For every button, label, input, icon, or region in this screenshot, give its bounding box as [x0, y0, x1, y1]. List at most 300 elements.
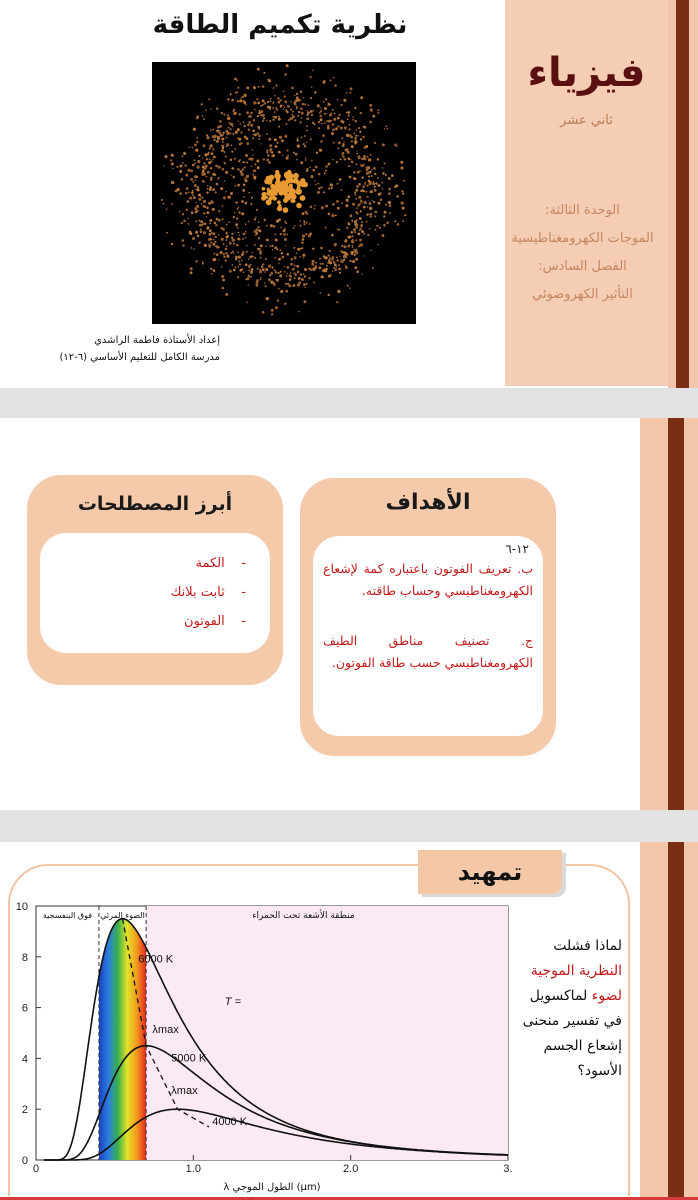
particle-dot	[188, 192, 190, 194]
particle-dot	[237, 168, 240, 171]
particle-dot	[382, 143, 385, 146]
particle-dot	[311, 86, 313, 88]
particle-dot	[279, 249, 281, 251]
particle-dot	[255, 217, 256, 218]
particle-dot	[202, 115, 204, 117]
particle-dot	[163, 203, 165, 205]
particle-dot	[201, 203, 203, 205]
particle-dot	[369, 213, 372, 216]
particle-dot	[321, 110, 323, 112]
particle-dot	[296, 265, 299, 268]
particle-dot	[232, 111, 234, 113]
particle-dot	[297, 145, 300, 148]
particle-dot	[357, 233, 360, 236]
particle-dot	[397, 223, 400, 226]
particle-dot	[271, 313, 273, 315]
particle-dot	[305, 211, 308, 214]
particle-dot	[171, 154, 174, 157]
particle-dot	[353, 229, 355, 231]
particle-dot	[256, 280, 259, 283]
particle-dot	[270, 245, 272, 247]
particle-dot	[257, 68, 260, 71]
particle-dot	[378, 202, 381, 205]
particle-dot	[293, 152, 295, 154]
particle-dot	[219, 130, 220, 131]
particle-dot	[222, 147, 224, 149]
particle-dot	[294, 256, 297, 259]
particle-dot	[196, 141, 198, 143]
particle-dot	[245, 203, 247, 205]
particle-dot	[199, 224, 202, 227]
particle-dot	[361, 190, 363, 192]
particle-dot	[283, 207, 289, 213]
particle-dot	[284, 271, 286, 273]
particle-dot	[258, 229, 261, 232]
particle-dot	[235, 223, 238, 226]
particle-dot	[268, 138, 271, 141]
particle-dot	[360, 96, 363, 99]
particle-dot	[210, 179, 212, 181]
particle-dot	[256, 160, 259, 163]
particle-dot	[330, 79, 332, 81]
particle-dot	[403, 180, 405, 182]
particle-dot	[246, 87, 249, 90]
particle-dot	[187, 218, 189, 220]
particle-dot	[319, 112, 321, 114]
series-label: 4000 K	[212, 1116, 248, 1129]
particle-dot	[184, 164, 186, 166]
particle-dot	[280, 227, 282, 229]
particle-dot	[337, 259, 339, 261]
particle-dot	[194, 179, 196, 181]
particle-dot	[266, 239, 269, 242]
particle-dot	[308, 277, 310, 279]
particle-dot	[283, 108, 285, 110]
particle-dot	[246, 278, 249, 281]
particle-dot	[166, 232, 168, 234]
particle-dot	[374, 215, 376, 217]
objective-c: ج. تصنيف مناطق الطيف الكهرومغناطيسي حسب طاقة الفوتون.	[323, 633, 533, 670]
particle-dot	[339, 272, 341, 274]
particle-dot	[257, 166, 260, 169]
particle-dot	[276, 179, 280, 183]
particle-dot	[360, 225, 362, 227]
particle-dot	[332, 271, 334, 273]
side-stripe-edge	[684, 418, 698, 810]
particle-dot	[346, 92, 348, 94]
particle-dot	[248, 121, 251, 124]
particle-dot	[295, 153, 298, 156]
particle-dot	[238, 232, 240, 234]
particle-dot	[382, 172, 385, 175]
particle-dot	[296, 203, 302, 209]
objectives-box	[313, 536, 543, 736]
particle-dot	[303, 97, 304, 98]
particle-dot	[290, 263, 293, 266]
particle-dot	[270, 98, 272, 100]
particle-dot	[257, 226, 259, 228]
particle-dot	[231, 167, 234, 170]
particle-dot	[235, 148, 237, 150]
particle-dot	[219, 120, 222, 123]
particle-dot	[302, 103, 305, 106]
particle-dot	[278, 288, 280, 290]
particle-dot	[204, 163, 206, 165]
particle-dot	[332, 124, 333, 125]
particle-dot	[216, 253, 219, 256]
particle-dot	[243, 271, 245, 273]
particle-dot	[223, 243, 225, 245]
particle-dot	[360, 112, 362, 114]
particle-dot	[379, 227, 381, 229]
particle-dot	[260, 244, 263, 247]
particle-dot	[355, 121, 357, 123]
particle-dot	[223, 196, 226, 199]
particle-dot	[306, 117, 309, 120]
particle-dot	[270, 224, 273, 227]
particle-dot	[318, 267, 321, 270]
particle-dot	[245, 154, 248, 157]
particle-dot	[225, 248, 228, 251]
particle-dot	[343, 99, 346, 102]
particle-dot	[195, 202, 197, 204]
particle-dot	[215, 165, 218, 168]
particle-dot	[277, 272, 279, 274]
series-label: 6000 K	[138, 953, 174, 966]
particle-dot	[347, 118, 349, 120]
particle-dot	[241, 200, 244, 203]
particle-dot	[333, 261, 336, 264]
particle-dot	[294, 119, 296, 121]
particle-dot	[186, 209, 188, 211]
particle-dot	[341, 245, 343, 247]
particle-dot	[192, 194, 194, 196]
x-tick-label: 2.0	[343, 1163, 359, 1175]
particle-dot	[298, 111, 300, 113]
particle-dot	[182, 244, 184, 246]
particle-dot	[252, 174, 254, 176]
particle-dot	[351, 231, 354, 234]
particle-dot	[221, 266, 223, 268]
particle-dot	[264, 219, 266, 221]
particle-dot	[262, 104, 264, 106]
particle-dot	[356, 150, 357, 151]
particle-dot	[249, 192, 251, 194]
particle-dot	[332, 203, 334, 205]
particle-dot	[244, 136, 247, 139]
particle-dot	[262, 268, 265, 271]
particle-dot	[328, 260, 330, 262]
particle-dot	[340, 158, 342, 160]
particle-dot	[348, 165, 350, 167]
particle-dot	[341, 137, 343, 139]
particle-dot	[208, 202, 211, 205]
particle-dot	[212, 208, 215, 211]
particle-dot	[258, 112, 261, 115]
quantum-particle-image	[152, 62, 416, 324]
particle-dot	[325, 205, 328, 208]
particle-dot	[192, 164, 195, 167]
particle-dot	[401, 167, 404, 170]
particle-dot	[217, 137, 220, 140]
particle-dot	[209, 229, 212, 232]
particle-dot	[245, 104, 247, 106]
particle-dot	[191, 211, 193, 213]
particle-dot	[222, 205, 224, 207]
particle-dot	[277, 142, 279, 144]
unit-label: الوحدة الثالثة:	[545, 203, 620, 218]
particle-dot	[301, 117, 303, 119]
particle-dot	[334, 243, 337, 246]
particle-dot	[263, 158, 265, 160]
particle-dot	[287, 155, 289, 157]
side-stripe-dark	[668, 418, 684, 810]
particle-dot	[253, 134, 255, 136]
particle-dot	[360, 138, 362, 140]
particle-dot	[230, 159, 233, 162]
particle-dot	[348, 152, 350, 154]
particle-dot	[241, 212, 244, 215]
particle-dot	[338, 229, 340, 231]
particle-dot	[378, 193, 381, 196]
particle-dot	[289, 279, 291, 281]
particle-dot	[249, 256, 252, 259]
particle-dot	[230, 128, 232, 130]
particle-dot	[228, 122, 230, 124]
particle-dot	[205, 165, 208, 168]
particle-dot	[335, 127, 338, 130]
term-item: - ثابت بلانك	[170, 585, 246, 600]
particle-dot	[273, 197, 277, 201]
particle-dot	[225, 171, 228, 174]
particle-dot	[363, 206, 366, 209]
particle-dot	[303, 223, 305, 225]
particle-dot	[266, 159, 268, 161]
particle-dot	[215, 236, 217, 238]
particle-dot	[306, 168, 308, 170]
particle-dot	[300, 248, 302, 250]
x-tick-label: 0	[32, 1163, 40, 1175]
particle-dot	[320, 247, 322, 249]
particle-dot	[286, 275, 288, 277]
particle-dot	[286, 149, 288, 151]
particle-dot	[354, 266, 357, 269]
particle-dot	[274, 116, 277, 119]
particle-dot	[233, 253, 234, 254]
particle-dot	[182, 213, 184, 215]
particle-dot	[248, 258, 250, 260]
particle-dot	[323, 191, 325, 193]
particle-dot	[278, 116, 280, 118]
particle-dot	[235, 92, 237, 94]
particle-dot	[210, 129, 212, 131]
particle-dot	[256, 232, 259, 235]
particle-dot	[276, 109, 278, 111]
particle-dot	[268, 161, 271, 164]
particle-dot	[190, 178, 193, 181]
side-stripe-edge	[689, 0, 698, 388]
particle-dot	[352, 119, 354, 121]
particle-dot	[293, 247, 295, 249]
particle-dot	[209, 223, 211, 225]
particle-dot	[209, 148, 211, 150]
y-tick-label: 8	[21, 951, 28, 964]
particle-dot	[352, 235, 354, 237]
particle-dot	[277, 299, 279, 301]
particle-dot	[322, 135, 324, 137]
particle-dot	[271, 151, 273, 153]
particle-dot	[353, 133, 355, 135]
particle-dot	[367, 206, 369, 208]
particle-dot	[195, 260, 197, 262]
particle-dot	[258, 237, 260, 239]
particle-dot	[348, 128, 350, 130]
particle-dot	[306, 130, 308, 132]
slide-separator	[0, 388, 698, 418]
unit-name: الموجات الكهرومغناطيسية	[511, 231, 654, 246]
particle-dot	[282, 154, 283, 155]
particle-dot	[266, 120, 267, 121]
particle-dot	[344, 255, 347, 258]
particle-dot	[225, 252, 228, 255]
particle-dot	[204, 244, 207, 247]
particle-dot	[322, 263, 324, 265]
particle-dot	[252, 130, 255, 133]
particle-dot	[357, 204, 359, 206]
particle-dot	[193, 128, 196, 131]
particle-dot	[359, 230, 360, 231]
lambda-max-label: λmax	[152, 1024, 179, 1036]
particle-dot	[356, 223, 358, 225]
particle-dot	[235, 267, 237, 269]
particle-dot	[366, 214, 368, 216]
intro-question: لماذا فشلت النظرية الموجية لضوء لماكسويل في تفسير منحنى إشعاع الجسم الأسود؟	[522, 938, 622, 1079]
particle-dot	[268, 265, 271, 268]
particle-dot	[307, 104, 309, 106]
particle-dot	[272, 154, 275, 157]
particle-dot	[221, 252, 223, 254]
particle-dot	[236, 244, 239, 247]
particle-dot	[349, 92, 351, 94]
particle-dot	[246, 175, 249, 178]
particle-dot	[328, 275, 331, 278]
particle-dot	[211, 201, 214, 204]
particle-dot	[303, 300, 306, 303]
particle-dot	[294, 225, 296, 227]
particle-dot	[283, 198, 288, 203]
particle-dot	[179, 211, 181, 213]
y-tick-label: 6	[21, 1002, 28, 1015]
particle-dot	[310, 138, 312, 140]
particle-dot	[239, 99, 242, 102]
particle-dot	[356, 153, 358, 155]
particle-dot	[337, 183, 339, 185]
particle-dot	[252, 137, 254, 139]
particle-dot	[214, 241, 216, 243]
particle-dot	[204, 173, 206, 175]
particle-dot	[212, 148, 214, 150]
particle-dot	[374, 173, 376, 175]
particle-dot	[226, 137, 228, 139]
particle-dot	[323, 101, 325, 103]
particle-dot	[237, 276, 239, 278]
particle-dot	[267, 154, 269, 156]
particle-dot	[312, 248, 314, 250]
particle-dot	[193, 196, 196, 199]
particle-dot	[269, 148, 272, 151]
particle-dot	[182, 162, 184, 164]
particle-dot	[342, 261, 344, 263]
particle-dot	[229, 133, 231, 135]
particle-dot	[221, 150, 223, 152]
particle-dot	[300, 91, 302, 93]
particle-dot	[234, 78, 237, 81]
particle-dot	[207, 136, 210, 139]
particle-dot	[243, 161, 245, 163]
particle-dot	[283, 266, 284, 267]
particle-dot	[236, 217, 238, 219]
particle-dot	[383, 215, 385, 217]
particle-dot	[274, 257, 276, 259]
particle-dot	[177, 188, 180, 191]
particle-dot	[254, 218, 256, 220]
particle-dot	[349, 124, 351, 126]
particle-dot	[306, 141, 308, 143]
particle-dot	[211, 273, 213, 275]
particle-dot	[284, 100, 287, 103]
particle-dot	[383, 224, 386, 227]
side-stripe	[668, 0, 676, 388]
particle-dot	[246, 111, 249, 114]
particle-dot	[341, 251, 344, 254]
particle-dot	[238, 211, 241, 214]
particle-dot	[344, 158, 347, 161]
particle-dot	[213, 156, 216, 159]
particle-dot	[261, 266, 263, 268]
particle-dot	[328, 163, 331, 166]
particle-dot	[339, 256, 340, 257]
particle-dot	[391, 174, 394, 177]
particle-dot	[302, 254, 305, 257]
particle-dot	[206, 192, 208, 194]
side-stripe-dark	[676, 0, 689, 388]
particle-dot	[215, 224, 217, 226]
particle-dot	[198, 155, 200, 157]
particle-dot	[231, 233, 233, 235]
particle-dot	[234, 212, 236, 214]
particle-dot	[257, 115, 259, 117]
particle-dot	[237, 121, 238, 122]
particle-dot	[206, 158, 208, 160]
particle-dot	[345, 265, 347, 267]
particle-dot	[277, 200, 281, 204]
particle-dot	[242, 168, 244, 170]
particle-dot	[385, 204, 387, 206]
particle-dot	[305, 287, 307, 289]
particle-dot	[210, 268, 212, 270]
particle-dot	[225, 156, 227, 158]
particle-dot	[203, 200, 206, 203]
particle-dot	[216, 108, 218, 110]
particle-dot	[337, 148, 339, 150]
legend-title: T =	[224, 996, 242, 1009]
particle-dot	[211, 152, 214, 155]
particle-dot	[242, 238, 244, 240]
particle-dot	[348, 157, 351, 160]
particle-dot	[214, 222, 217, 225]
particle-dot	[294, 265, 296, 267]
particle-dot	[346, 199, 349, 202]
